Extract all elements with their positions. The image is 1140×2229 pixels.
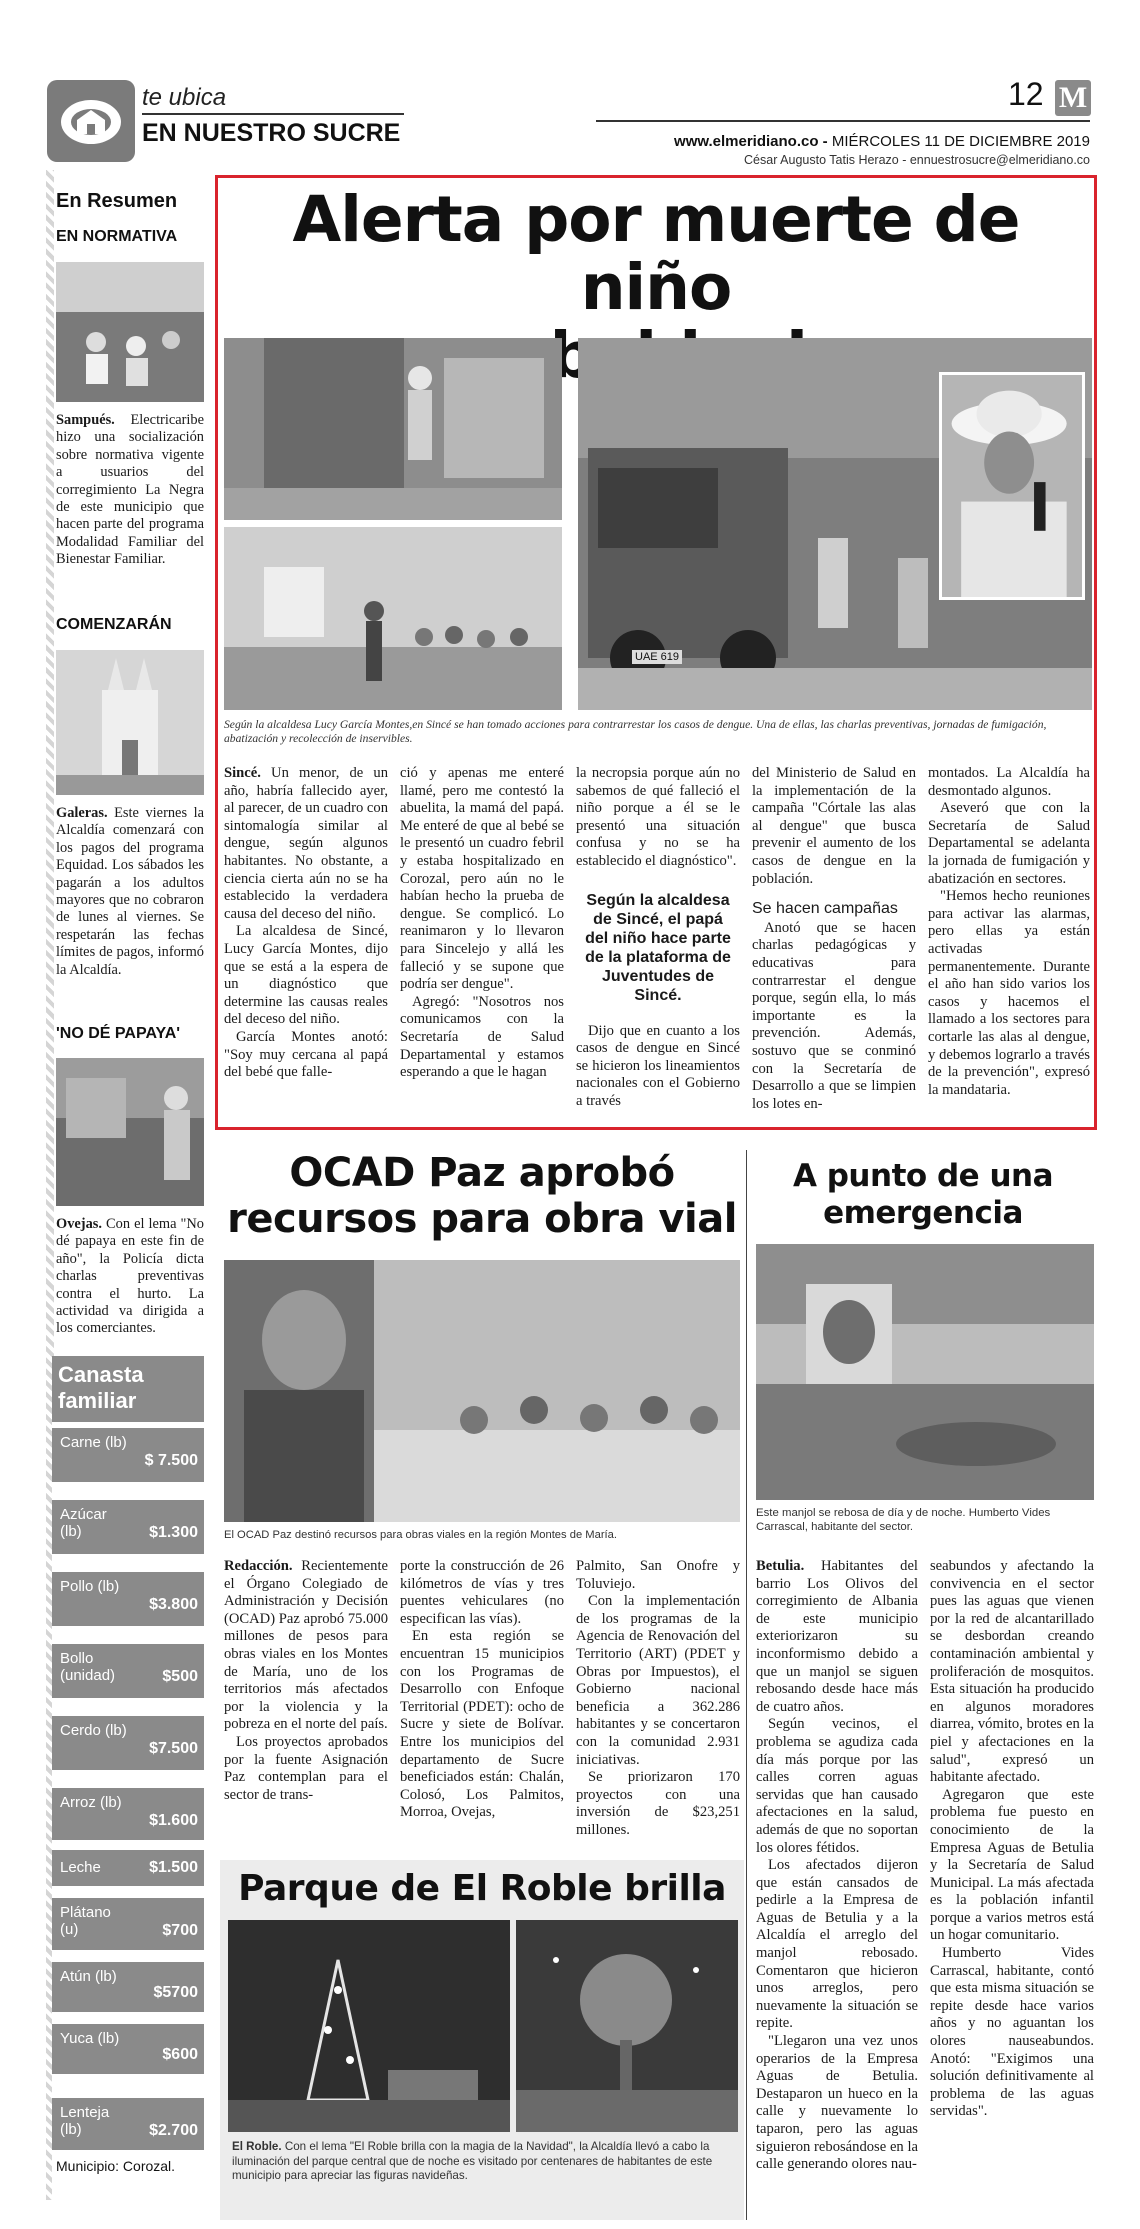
price-row-pollo <box>52 1572 204 1626</box>
canasta-title: Canasta familiar <box>58 1362 144 1413</box>
photo-ocad-meeting <box>224 1260 740 1522</box>
price-row-atun <box>52 1962 204 2012</box>
sidebar-text-comenzaran <box>56 805 204 979</box>
emergencia-headline <box>752 1158 1094 1232</box>
main-col1-p1: Un menor, de un año, habría fallecido ayer, al parecer, de un cuadro con sintomalogía similar al dengue, según algunos habitantes. No obstante, a ciencia cierta aún no se ha establecido la verdadera causa del deceso del niño. <box>224 765 388 922</box>
canasta-footer: Municipio: Corozal. <box>56 2158 176 2174</box>
emergencia-headline-line1: A punto de una <box>792 1158 1054 1194</box>
price-name: Lenteja (lb) <box>60 2104 110 2138</box>
price-value: $2.700 <box>149 2122 198 2139</box>
price-name: Azúcar (lb) <box>60 1506 107 1540</box>
emergencia-col2-p1: seabundos y afectando la convivencia en el sector pues las aguas que vienen por la red de alcantarillado se desbordan creando contaminación ambiental y proliferación de mosquitos. Esta situación ha producido en algunos moradores diarrea, vómito, brotes en la piel y afectaciones en la salud", expresó un habitante afectado. <box>930 1558 1094 1786</box>
price-value: $5700 <box>153 1984 198 2001</box>
emergencia-headline-line2: emergencia <box>823 1195 1023 1231</box>
main-col5-p3: "Hemos hecho reuniones para activar las alarmas, pero ellas ya están activadas permanentemente. Durante el año han sido varios los casos y hacemos el llamado a los sectores para cortarle las alas al dengue, y debemos lograrlo a través de la prevención", expresó la mandataria. <box>928 888 1090 1098</box>
emergencia-col-1 <box>756 1558 918 2174</box>
sidebar-body-normativa: Electricaribe hizo una socialización sobre normativa vigente a usuarios del corregimiento La Negra de este municipio que hacen parte del programa Modalidad Familiar del Bienestar Familiar. <box>56 412 204 568</box>
sidebar-lead-normativa: Sampués. <box>56 412 115 428</box>
sidebar-lead-papaya: Ovejas. <box>56 1216 102 1232</box>
price-row-platano <box>52 1898 204 1950</box>
main-col-4 <box>752 765 916 1113</box>
main-col4-p1: del Ministerio de Salud en la implementación de la campaña "Córtale las alas al dengue" que busca prevenir el aumento de los casos de dengue en la población. <box>752 765 916 887</box>
ocad-col-3 <box>576 1558 740 1840</box>
header-rule-left <box>142 113 404 115</box>
price-value: $1.500 <box>149 1859 198 1876</box>
ocad-headline-line1: OCAD Paz aprobó <box>289 1150 675 1196</box>
column-divider <box>746 1150 747 2220</box>
website-link[interactable]: www.elmeridiano.co - <box>674 133 828 150</box>
section-title: EN NUESTRO SUCRE <box>142 119 401 147</box>
emergencia-col1-p4: "Llegaron una vez unos operarios de la Empresa Aguas de Betulia. Destaparon un hueco en la calle y nuevamente lo taparon, pero las aguas siguieron rebosándose en la calle generando olores nau- <box>756 2033 918 2173</box>
ocad-col-1 <box>224 1558 388 1804</box>
sidebar-photo-normativa <box>56 262 204 402</box>
sidebar-heading-comenzaran: COMENZARÁN <box>56 616 172 633</box>
emergencia-col2-p3: Humberto Vides Carrascal, habitante, contó que esta misma situación se repite desde hace varios años y no aguantan los olores nauseabundos. Anotó: "Exigimos una solución definitivamente al problema de las aguas servidas". <box>930 1945 1094 2120</box>
price-value: $3.800 <box>149 1596 198 1613</box>
price-value: $1.300 <box>149 1524 198 1541</box>
roble-caption-text: Con el lema "El Roble brilla con la magia de la Navidad", la Alcaldía llevó a cabo la iluminación del parque central que de noche es visitado por centenares de habitantes de este municipio para apreciar las figuras navideñas. <box>232 2140 713 2182</box>
ocad-headline <box>222 1150 742 1242</box>
price-row-lenteja <box>52 2098 204 2150</box>
truck-plate: UAE 619 <box>632 650 682 664</box>
main-pullquote: Según la alcaldesa de Sincé, el papá del niño hace parte de la plataforma de Juventudes de Sincé. <box>585 891 731 1004</box>
ocad-col3-p3: Se priorizaron 170 proyectos con una inversión de $23,251 millones. <box>576 1769 740 1838</box>
main-col2-p1: ció y apenas me enteré llamé, pero me contestó la abuelita, la mamá del papá. Me enteré de que al bebé se le presentó un cuadro febril y estaba hospitalizado en Corozal, pero aún no le habían hecho la prueba de dengue. Se complicó. Lo reanimaron y lo llevaron para Sincelejo y allá les falleció y se supone que podría ser dengue". <box>400 765 564 993</box>
sidebar-title: En Resumen <box>56 190 178 212</box>
price-name: Atún (lb) <box>60 1968 117 1985</box>
masthead-logo: M <box>1055 80 1091 116</box>
section-logo-box <box>47 80 135 162</box>
section-kicker: te ubica <box>142 84 227 111</box>
photo-roble-right <box>516 1920 738 2132</box>
main-col-2 <box>400 765 564 1082</box>
sidebar-body-papaya: Con el lema "No dé papaya en este fin de año", la Policía dicta charlas preventivas contra el hurto. La actividad va dirigida a los comerciantes. <box>56 1216 204 1337</box>
main-col5-p2: Aseveró que con la Secretaría de Salud Departamental se adelanta la jornada de fumigación y abatización en sectores. <box>928 800 1090 887</box>
emergencia-caption: Este manjol se rebosa de día y de noche. Humberto Vides Carrascal, habitante del sector. <box>756 1507 1051 1533</box>
roble-caption-lead: El Roble. <box>232 2140 282 2153</box>
price-value: $1.600 <box>149 1812 198 1829</box>
price-row-carne <box>52 1428 204 1482</box>
sidebar-text-normativa <box>56 412 204 569</box>
canasta-title-box <box>52 1356 204 1422</box>
sidebar-heading-normativa: EN NORMATIVA <box>56 228 178 245</box>
photo-alcaldesa-portrait <box>939 372 1085 600</box>
price-value: $500 <box>162 1668 198 1685</box>
photo-manjol <box>756 1244 1094 1500</box>
price-row-cerdo <box>52 1716 204 1770</box>
main-col3-p2: Dijo que en cuanto a los casos de dengue en Sincé se hicieron los lineamientos nacionales con el Gobierno a través <box>576 1022 740 1109</box>
ocad-col3-p1: Palmito, San Onofre y Toluviejo. <box>576 1558 740 1592</box>
emergencia-col2-p2: Agregaron que este problema fue puesto en conocimiento de la Empresa Aguas de Betulia y la Secretaría de Salud Municipal. La más afectada es la población infantil porque a varios metros está un hogar comunitario. <box>930 1786 1094 1944</box>
ocad-col-2 <box>400 1558 564 1822</box>
price-row-yuca <box>52 2024 204 2074</box>
price-value: $700 <box>162 1922 198 1939</box>
price-value: $600 <box>162 2046 198 2063</box>
page-number: 12 <box>1008 76 1044 112</box>
ocad-photo-caption: El OCAD Paz destinó recursos para obras viales en la región Montes de María. <box>224 1529 617 1541</box>
main-headline-line1: Alerta por muerte de niño <box>292 183 1020 324</box>
main-col5-p1: montados. La Alcaldía ha desmontado algunos. <box>928 765 1090 799</box>
main-col1-p2: La alcaldesa de Sincé, Lucy García Montes, dijo que se está a la espera de un diagnóstico que determine las causas reales del deceso del niño. <box>224 923 388 1028</box>
roble-caption <box>232 2140 738 2184</box>
ocad-col3-p2: Con la implementación de los programas de la Agencia de Renovación del Territorio (ART) (PDET y Obras por Impuestos), el Gobierno nacional beneficia a 362.286 habitantes y se concertaron con la comunidad 2.931 iniciativas. <box>576 1593 740 1768</box>
ocad-dateline: Redacción. <box>224 1558 293 1574</box>
header-rule-right <box>596 120 1090 122</box>
price-name: Pollo (lb) <box>60 1578 120 1595</box>
ocad-headline-line2: recursos para obra vial <box>227 1196 737 1242</box>
emergencia-col1-p2: Según vecinos, el problema se agudiza cada día más porque por las calles corren aguas servidas que han causado afectaciones en la salud, además de que no soportan los olores fétidos. <box>756 1716 918 1856</box>
issue-date: MIÉRCOLES 11 DE DICIEMBRE 2019 <box>831 133 1090 150</box>
pin-logo-icon <box>47 80 135 162</box>
main-col2-p2: Agregó: "Nosotros nos comunicamos con la Secretaría de Salud Departamental y estamos esperando a que le hagan <box>400 993 564 1081</box>
price-row-bollo <box>52 1644 204 1698</box>
main-col4-subhead: Se hacen campañas <box>752 900 898 918</box>
main-col4-p2: Anotó que se hacen charlas pedagógicas y educativas para contrarrestar el dengue porque, según ella, lo más importante es la prevención. Además, sostuvo que se conminó con la Secretaría de Desarrollo a que se limpien los lotes en- <box>752 919 916 1112</box>
price-name: Yuca (lb) <box>60 2030 120 2047</box>
price-name: Arroz (lb) <box>60 1794 122 1811</box>
main-dateline: Sincé. <box>224 765 261 781</box>
price-row-leche <box>52 1850 204 1886</box>
price-name: Cerdo (lb) <box>60 1722 127 1739</box>
roble-headline: Parque de El Roble brilla <box>238 1868 726 1909</box>
sidebar-photo-church <box>56 650 204 795</box>
main-col-1 <box>224 765 388 1082</box>
photo-charla <box>224 527 562 710</box>
ocad-col1-p2: Los proyectos aprobados por la fuente Asignación Paz contemplan para el sector de trans- <box>224 1733 388 1803</box>
price-value: $ 7.500 <box>144 1452 198 1469</box>
emergencia-dateline: Betulia. <box>756 1558 805 1574</box>
ocad-col1-p1: Recientemente el Órgano Colegiado de Administración y Decisión (OCAD) Paz aprobó 75.000 millones de pesos para obras viales en los Montes de María, uno de los territorios más afectados por la violencia y la pobreza en el norte del país. <box>224 1558 388 1733</box>
main-col1-p3: García Montes anotó: "Soy muy cercana al papá del bebé que falle- <box>224 1028 388 1081</box>
editor-line: César Augusto Tatis Herazo - ennuestrosucre@elmeridiano.co <box>744 153 1090 167</box>
main-col-5 <box>928 765 1090 1099</box>
ocad-col2-p1: porte la construcción de 26 kilómetros de vías y tres puentes vehiculares (no especifican las vías). <box>400 1558 564 1627</box>
price-row-arroz <box>52 1788 204 1840</box>
price-value: $7.500 <box>149 1740 198 1757</box>
sidebar-lead-comenzaran: Galeras. <box>56 805 108 821</box>
emergencia-col1-p3: Los afectados dijeron que están cansados de pedirle a la Empresa de Aguas de Betulia y a la Alcaldía el arreglo del manjol rebosado. Comentaron que hicieron unos arreglos, pero nuevamente la situación se repite. <box>756 1857 918 2032</box>
sidebar-heading-papaya: 'NO DÉ PAPAYA' <box>56 1025 181 1042</box>
photo-fumigation <box>224 338 562 520</box>
ocad-col2-p2: En esta región se encuentran 15 municipios con los Programas de Desarrollo con Enfoque Territorial (PDET): ocho de Sucre y siete de Bolívar. Entre los municipios del departamento de Sucre beneficiados están: Chalán, Colosó, Los Palmitos, Morroa, Ovejas, <box>400 1628 564 1821</box>
sidebar-text-papaya <box>56 1216 204 1338</box>
emergencia-col-2 <box>930 1558 1094 2121</box>
photo-roble-left <box>228 1920 510 2132</box>
sidebar-body-comenzaran: Este viernes la Alcaldía comenzará con los pagos del programa Equidad. Los sábados les pagarán a los adultos mayores que no cobraron de lunes al viernes. Se respetarán las fechas límites de pagos, informó la Alcaldía. <box>56 805 204 978</box>
main-photo-caption: Según la alcaldesa Lucy García Montes,en Sincé se han tomado acciones para contrarrestar los casos de dengue. Una de ellas, las charlas preventivas, jornadas de fumigación, abatización y recolección de inservibles. <box>224 718 1047 745</box>
main-col-3 <box>576 765 740 1111</box>
price-name: Carne (lb) <box>60 1434 127 1451</box>
header-date-line <box>660 133 1090 150</box>
emergencia-col1-p1: Habitantes del barrio Los Olivos del corregimiento de Albania de este municipio exteriorizaron su inconformismo debido a que un manjol se siguen rebosando desde hace más de cuatro años. <box>756 1558 918 1715</box>
price-row-azucar <box>52 1500 204 1554</box>
sidebar-photo-police <box>56 1058 204 1206</box>
price-name: Leche <box>60 1859 101 1876</box>
main-col3-p1: la necropsia porque aún no sabemos de qué falleció el niño porque a él se le presentó una situación confusa y no se ha establecido el diagnóstico". <box>576 765 740 869</box>
price-name: Bollo (unidad) <box>60 1650 116 1684</box>
price-name: Plátano (u) <box>60 1904 111 1938</box>
